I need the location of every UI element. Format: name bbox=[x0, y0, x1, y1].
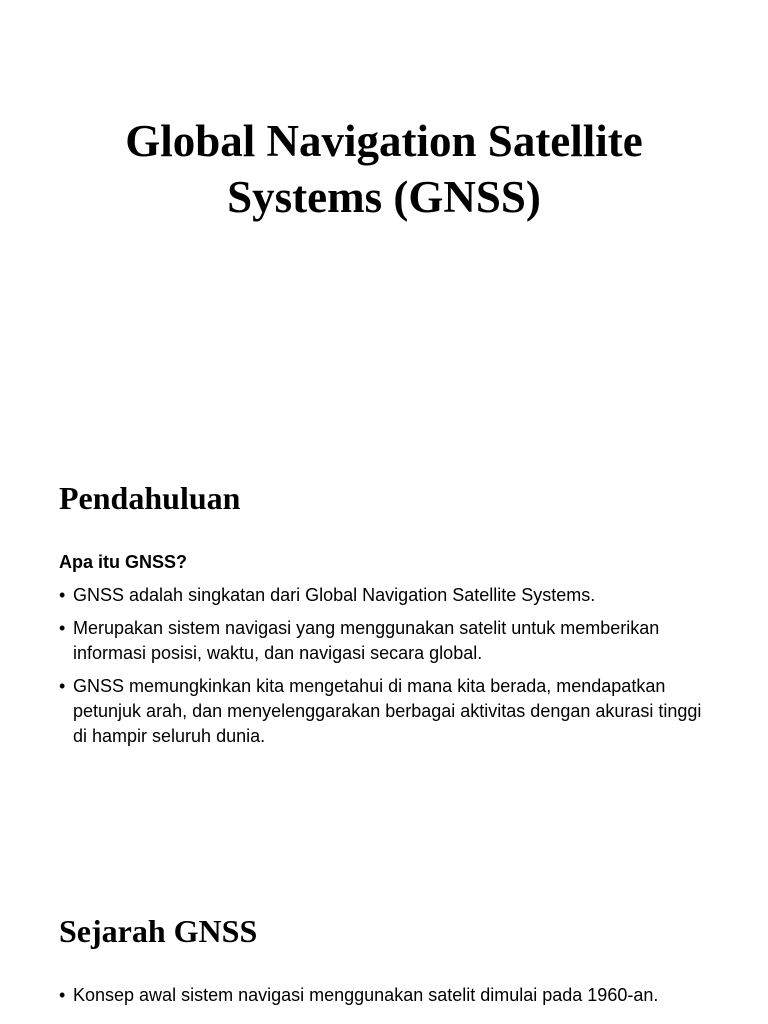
section-heading-pendahuluan: Pendahuluan bbox=[59, 480, 241, 516]
slide-body bbox=[59, 983, 719, 1016]
section-heading-sejarah: Sejarah GNSS bbox=[59, 913, 258, 949]
title-slide bbox=[0, 0, 768, 432]
slide-sejarah-gnss bbox=[0, 864, 768, 1024]
slide-title: Global Navigation Satellite Systems (GNSS) bbox=[125, 116, 643, 222]
bullet-item: • GNSS memungkinkan kita mengetahui di mana kita berada, mendapatkan petunjuk arah, dan menyelenggarakan berbagai aktivitas dengan akurasi tinggi di hampir seluruh dunia. bbox=[59, 674, 719, 749]
bullet-list bbox=[59, 983, 719, 1008]
slide-pendahuluan bbox=[0, 432, 768, 864]
slide-body bbox=[59, 550, 719, 757]
bullet-item: • GNSS adalah singkatan dari Global Navigation Satellite Systems. bbox=[59, 583, 719, 608]
bullet-item: • Konsep awal sistem navigasi menggunakan satelit dimulai pada 1960-an. bbox=[59, 983, 719, 1008]
subheading-apa-itu-gnss: Apa itu GNSS? bbox=[59, 552, 188, 572]
bullet-item: • Merupakan sistem navigasi yang menggunakan satelit untuk memberikan informasi posisi, waktu, dan navigasi secara global. bbox=[59, 616, 719, 666]
bullet-list bbox=[59, 583, 719, 749]
